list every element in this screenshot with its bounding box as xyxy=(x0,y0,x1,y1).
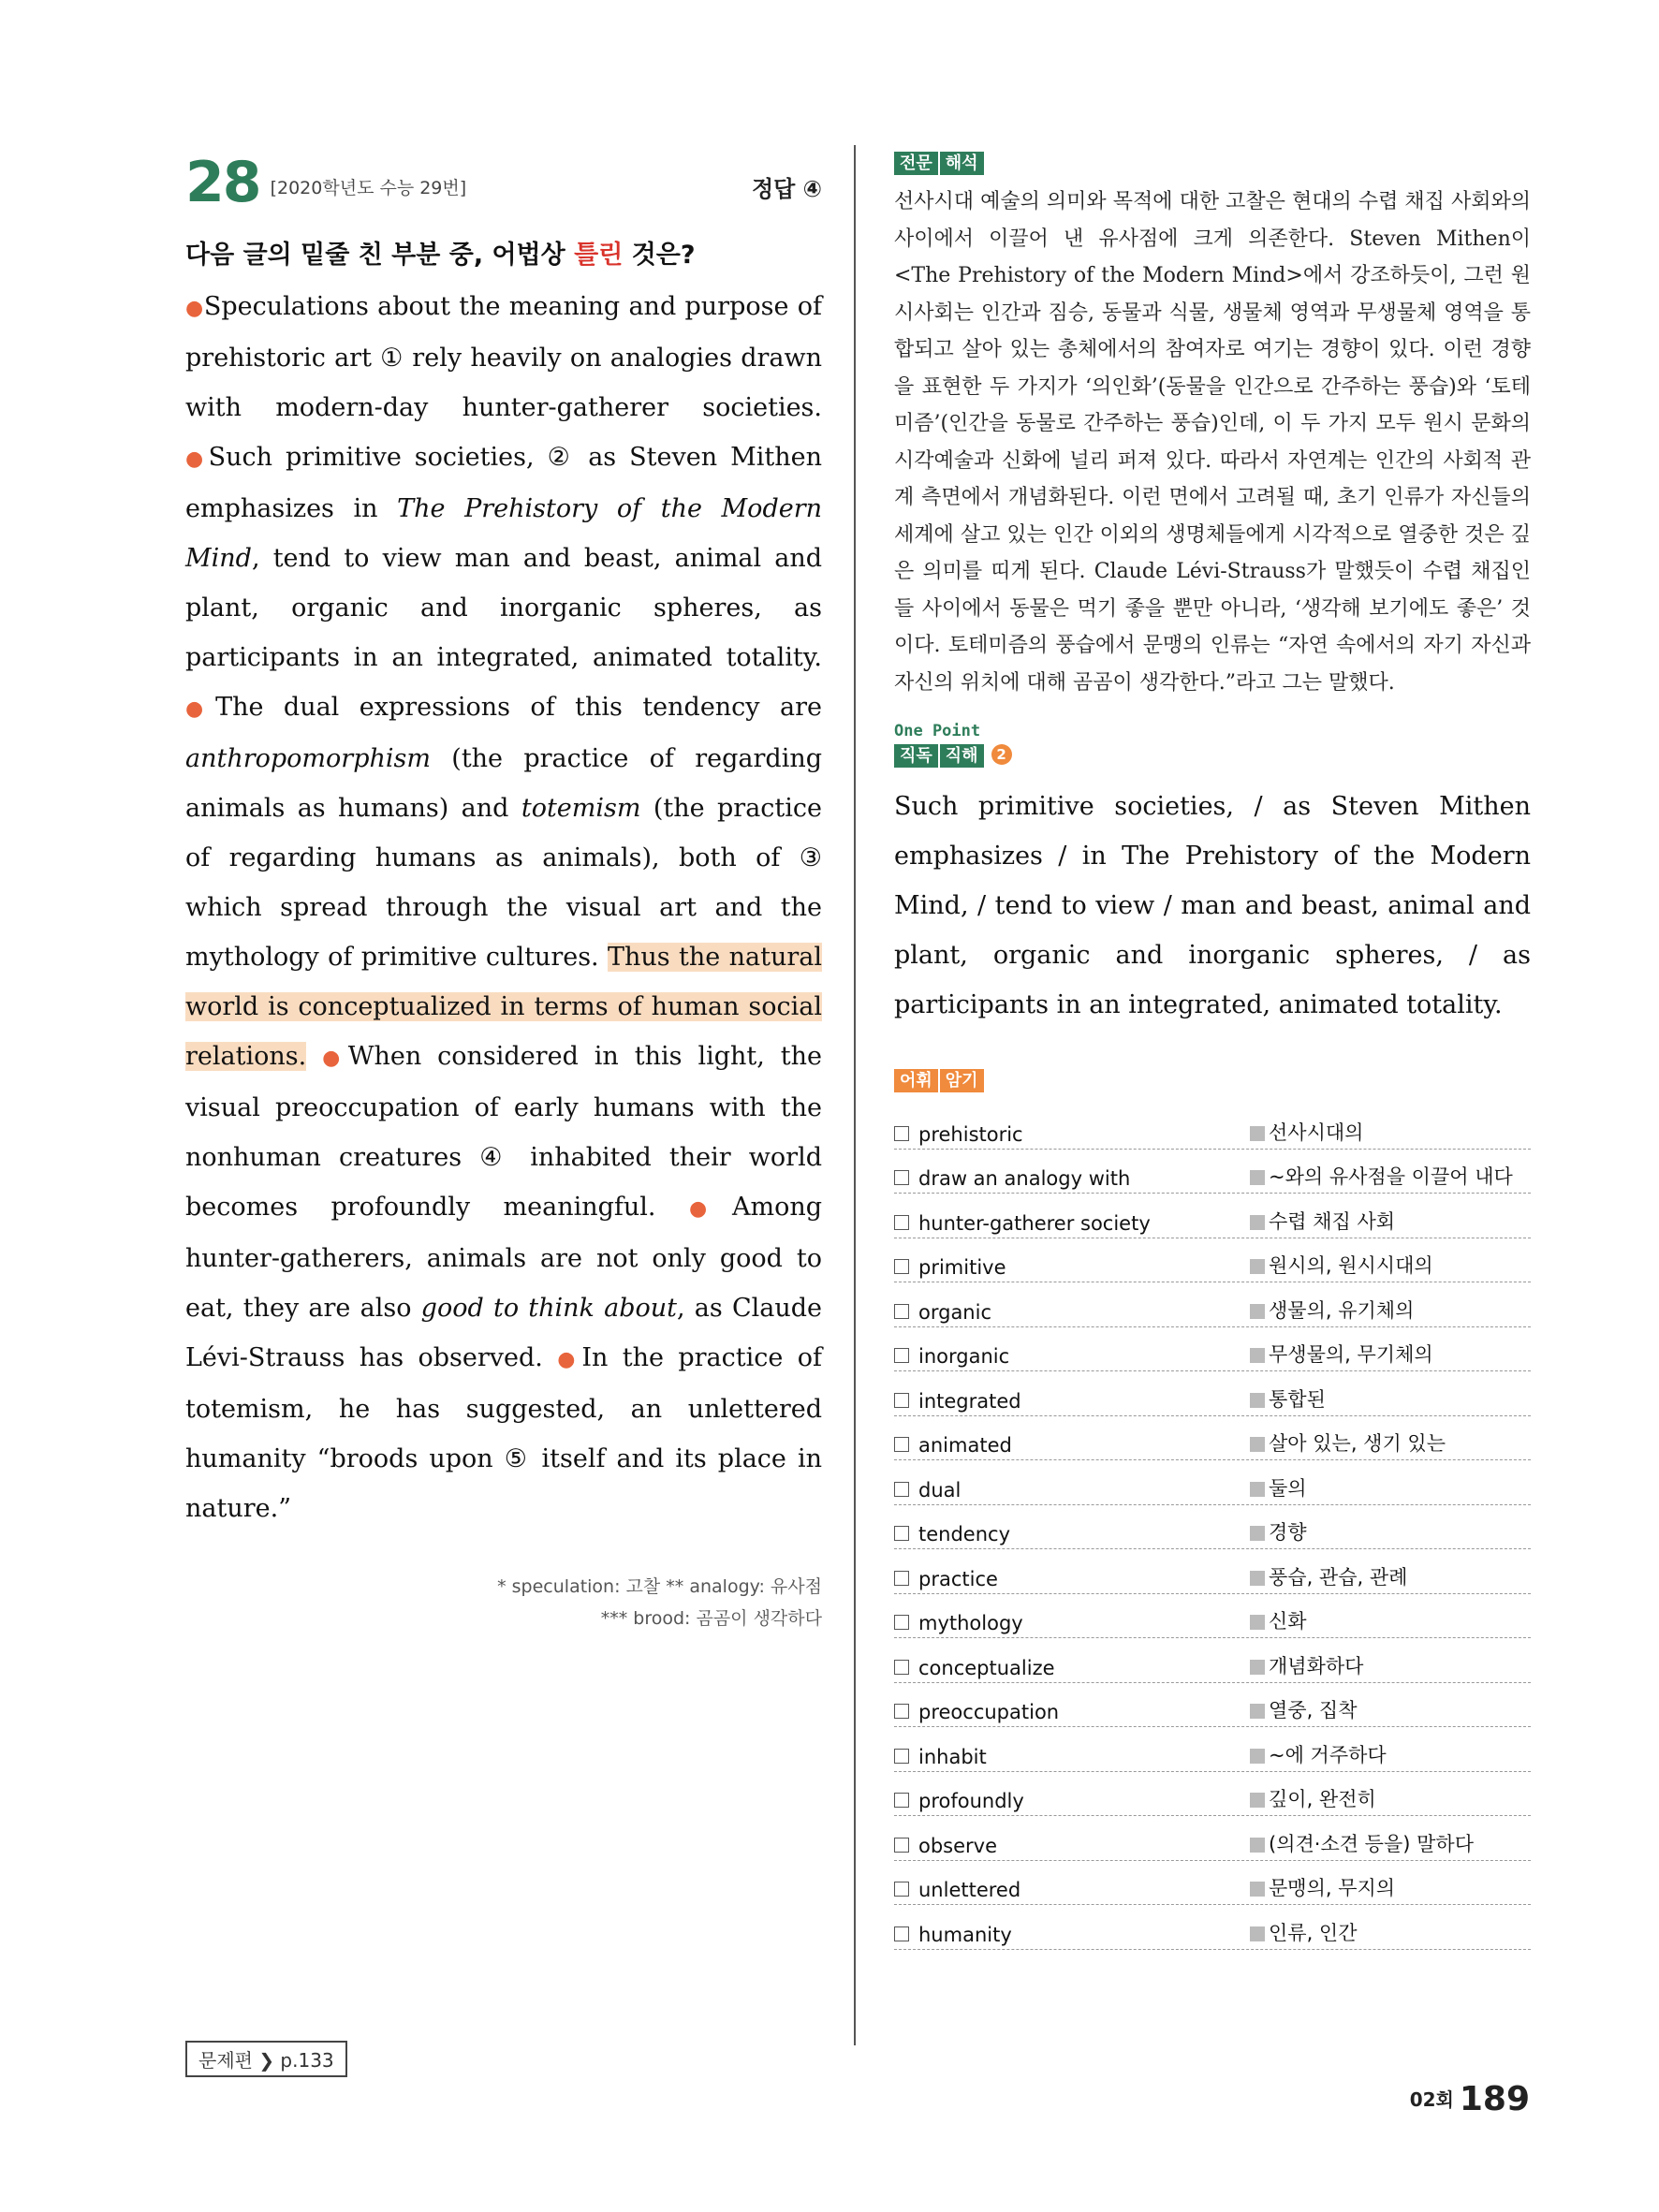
vocab-row xyxy=(894,1371,1531,1416)
vocab-row xyxy=(894,1594,1531,1639)
checkbox-icon[interactable] xyxy=(894,1393,909,1408)
vocab-meaning: ~에 거주하다 xyxy=(1269,1743,1387,1766)
part-of-speech-icon xyxy=(1250,1482,1265,1497)
part-of-speech-icon xyxy=(1250,1749,1265,1764)
vocab-tag: 어휘 암기 xyxy=(894,1067,984,1091)
vocab-meaning-wrap xyxy=(1250,1207,1395,1235)
vocab-word: preoccupation xyxy=(918,1701,1060,1723)
question-source: [2020학년도 수능 29번] xyxy=(270,178,467,198)
vocab-row xyxy=(894,1861,1531,1906)
part-of-speech-icon xyxy=(1250,1882,1265,1897)
vocab-meaning: 개념화하다 xyxy=(1269,1654,1364,1677)
book-title: The Prehistory of the Modern Mind xyxy=(185,494,822,573)
vocab-meaning: (의견·소견 등을) 말하다 xyxy=(1269,1832,1474,1855)
checkbox-icon[interactable] xyxy=(894,1882,909,1897)
vocab-meaning-wrap xyxy=(1250,1651,1363,1679)
checkbox-icon[interactable] xyxy=(894,1660,909,1675)
checkbox-icon[interactable] xyxy=(894,1926,909,1941)
vocab-meaning: 원시의, 원시시대의 xyxy=(1269,1254,1433,1277)
question-number: 28 xyxy=(185,150,260,215)
sentence-6: Among hunter-gatherers, animals are not only good to eat, they are also xyxy=(185,1193,822,1323)
vocab-meaning-wrap xyxy=(1250,1918,1358,1946)
translation-tag: 전문 해석 xyxy=(894,150,984,174)
vocab-word: tendency xyxy=(918,1523,1010,1545)
part-of-speech-icon xyxy=(1250,1838,1265,1853)
vocab-meaning-wrap xyxy=(1250,1784,1376,1812)
part-of-speech-icon xyxy=(1250,1571,1265,1586)
column-divider xyxy=(854,145,856,2045)
checkbox-icon[interactable] xyxy=(894,1348,909,1363)
vocab-word: humanity xyxy=(918,1923,1012,1946)
part-of-speech-icon xyxy=(1250,1660,1265,1675)
vocab-meaning: 인류, 인간 xyxy=(1269,1921,1358,1944)
vocab-meaning-wrap xyxy=(1250,1740,1387,1768)
sentence-5: When considered in this light, the visual preoccupation of early humans with the nonhuman creatures ④ inhabited their world becomes profoundly meaningful. xyxy=(185,1042,822,1222)
vocab-word: animated xyxy=(918,1434,1012,1457)
vocab-row xyxy=(894,1282,1531,1327)
vocab-row xyxy=(894,1505,1531,1550)
choice-number-badge: 2 xyxy=(991,744,1012,765)
vocab-word: profoundly xyxy=(918,1790,1024,1812)
checkbox-icon[interactable] xyxy=(894,1170,909,1185)
question-column xyxy=(185,150,822,1634)
direct-reading-tag: 직독 직해 xyxy=(894,742,984,767)
vocab-meaning-wrap xyxy=(1250,1517,1307,1545)
vocab-word: unlettered xyxy=(918,1879,1021,1901)
answer-label: 정답 ④ xyxy=(751,176,822,202)
translation-text: 선사시대 예술의 의미와 목적에 대한 고찰은 현대의 수렵 채집 사회와의 사이에서 이끌어 낸 유사점에 크게 의존한다. Steven Mithen이 <The Prehistory of the Modern Mind>에서 강조하듯이, 그런 원시사회는 인간과 짐승, 동물과 식물, 생물체 영역과 무생물체 영역을 통합되고 살아 있는 총체에서의 참여자로 여기는 경향이 있다. 이런 경향을 표현한 두 가지가 ‘의인화’(동물을 인간으로 간주하는 풍습)와 ‘토테미즘’(인간을 동물로 간주하는 풍습)인데, 이 두 가지 모두 원시 문화의 시각예술과 신화에 널리 퍼져 있다. 따라서 자연계는 인간의 사회적 관계 측면에서 개념화된다. 이런 면에서 고려될 때, 초기 인류가 자신들의 세계에 살고 있는 인간 이외의 생명체들에게 시각적으로 열중한 것은 깊은 의미를 띠게 된다. Claude Lévi-Strauss가 말했듯이 수렵 채집인들 사이에서 동물은 먹기 좋을 뿐만 아니라, ‘생각해 보기에도 좋은’ 것이다. 토테미즘의 풍습에서 문맹의 인류는 “자연 속에서의 자기 자신과 자신의 위치에 대해 곰곰이 생각한다.”라고 그는 말했다. xyxy=(894,190,1531,695)
vocab-meaning: 풍습, 관습, 관례 xyxy=(1269,1565,1408,1589)
vocab-meaning-wrap xyxy=(1250,1384,1326,1413)
vocab-word: inorganic xyxy=(918,1345,1010,1368)
part-of-speech-icon xyxy=(1250,1393,1265,1408)
vocab-meaning: ~와의 유사점을 이끌어 내다 xyxy=(1269,1165,1513,1188)
vocab-meaning: 둘의 xyxy=(1269,1476,1307,1500)
vocab-word: prehistoric xyxy=(918,1122,1023,1146)
vocab-meaning: 깊이, 완전히 xyxy=(1269,1788,1376,1810)
direct-reading-header xyxy=(894,742,1531,767)
part-of-speech-icon xyxy=(1250,1126,1265,1141)
part-of-speech-icon xyxy=(1250,1348,1265,1363)
checkbox-icon[interactable] xyxy=(894,1749,909,1764)
page-number: 02회 189 xyxy=(1409,2080,1530,2118)
explanation-column xyxy=(894,150,1531,1950)
vocab-meaning: 신화 xyxy=(1269,1610,1307,1633)
vocab-meaning: 생물의, 유기체의 xyxy=(1269,1298,1415,1322)
vocab-word: observe xyxy=(918,1834,998,1857)
part-of-speech-icon xyxy=(1250,1704,1265,1719)
vocab-meaning-wrap xyxy=(1250,1829,1474,1857)
part-of-speech-icon xyxy=(1250,1615,1265,1630)
vocab-meaning: 무생물의, 무기체의 xyxy=(1269,1343,1433,1366)
footnotes: * speculation: 고찰 ** analogy: 유사점 *** brood: 곰곰이 생각하다 xyxy=(497,1576,822,1629)
vocab-meaning: 수렵 채집 사회 xyxy=(1269,1209,1396,1233)
checkbox-icon[interactable] xyxy=(894,1482,909,1497)
checkbox-icon[interactable] xyxy=(894,1304,909,1319)
vocab-row xyxy=(894,1683,1531,1728)
vocab-word: draw an analogy with xyxy=(918,1167,1131,1190)
checkbox-icon[interactable] xyxy=(894,1215,909,1230)
vocab-meaning: 문맹의, 무지의 xyxy=(1269,1877,1396,1899)
checkbox-icon[interactable] xyxy=(894,1615,909,1630)
vocab-row xyxy=(894,1327,1531,1372)
vocab-row xyxy=(894,1905,1531,1950)
vocab-row xyxy=(894,1816,1531,1861)
vocab-word: conceptualize xyxy=(918,1656,1055,1679)
sentence-7: In the practice of totemism, he has suggested, an unlettered humanity “broods upon ⑤ itself and its place in nature.” xyxy=(185,1343,823,1523)
checkbox-icon[interactable] xyxy=(894,1126,909,1141)
key-sentence: Thus the natural world is conceptualized in terms of human social relations. xyxy=(185,943,822,1071)
vocab-meaning-wrap xyxy=(1250,1562,1407,1590)
checkbox-icon[interactable] xyxy=(894,1259,909,1274)
vocab-row xyxy=(894,1416,1531,1461)
vocab-meaning: 경향 xyxy=(1269,1521,1307,1544)
vocab-word: inhabit xyxy=(918,1745,987,1768)
vocab-meaning-wrap xyxy=(1250,1162,1513,1190)
checkbox-icon[interactable] xyxy=(894,1704,909,1719)
vocab-word: mythology xyxy=(918,1612,1023,1634)
part-of-speech-icon xyxy=(1250,1926,1265,1941)
sentence-1: Speculations about the meaning and purpose of prehistoric art ① rely heavily on analogies drawn with modern-day hunter-gatherer societies. xyxy=(185,292,822,422)
part-of-speech-icon xyxy=(1250,1437,1265,1452)
passage: ●Speculations about the meaning and purpose of prehistoric art ① rely heavily on analogies drawn with modern-day hunter-gatherer societies. ●Such primitive societies, ② as Steven Mithen emphasizes in The Prehistory of the Modern Mind, tend to view man and beast, animal and plant, organic and inorganic spheres, as participants in an integrated, animated totality. ●The dual expressions of this tendency are anthropomorphism (the practice of regarding animals as humans) and totemism (the practice of regarding humans as animals), both of ③ which spread through the visual art and the mythology of primitive cultures. Thus the natural world is conceptualized in terms of human social relations. ●When considered in this light, the visual preoccupation of early humans with the nonhuman creatures ④ inhabited their world becomes profoundly meaningful. ●Among hunter-gatherers, animals are not only good to eat, they are also good to think about, as Claude Lévi-Strauss has observed. ●In the practice of totemism, he has suggested, an unlettered humanity “broods upon ⑤ itself and its place in nature.” xyxy=(185,292,823,1523)
vocab-meaning: 통합된 xyxy=(1269,1387,1326,1411)
vocab-meaning-wrap xyxy=(1250,1695,1358,1723)
vocab-meaning: 선사시대의 xyxy=(1269,1121,1364,1144)
vocab-row xyxy=(894,1638,1531,1683)
vocab-meaning-wrap xyxy=(1250,1251,1433,1279)
vocab-row xyxy=(894,1460,1531,1505)
vocab-meaning: 열중, 집착 xyxy=(1269,1699,1358,1721)
vocab-meaning-wrap xyxy=(1250,1428,1446,1457)
sentence-3: The dual expressions of this tendency are xyxy=(215,693,822,722)
vocab-word: practice xyxy=(918,1567,998,1590)
round-label: 02회 xyxy=(1409,2088,1454,2111)
sentence-2: Such primitive societies, ② as Steven Mithen emphasizes in xyxy=(185,443,822,523)
checkbox-icon[interactable] xyxy=(894,1793,909,1808)
problem-page-reference: 문제편 ❯ p.133 xyxy=(185,2041,347,2077)
vocab-word: dual xyxy=(918,1478,962,1502)
vocab-meaning-wrap xyxy=(1250,1606,1307,1634)
vocab-meaning-wrap xyxy=(1250,1296,1414,1324)
part-of-speech-icon xyxy=(1250,1793,1265,1808)
vocab-word: primitive xyxy=(918,1256,1006,1279)
vocab-row xyxy=(894,1150,1531,1194)
question-prompt: 다음 글의 밑줄 친 부분 중, 어법상 틀린 것은? xyxy=(185,241,696,270)
vocab-word: hunter-gatherer society xyxy=(918,1211,1151,1235)
vocab-row xyxy=(894,1727,1531,1772)
vocab-meaning-wrap xyxy=(1250,1118,1363,1146)
vocab-word: organic xyxy=(918,1300,992,1324)
vocab-row xyxy=(894,1194,1531,1238)
part-of-speech-icon xyxy=(1250,1215,1265,1230)
vocab-row xyxy=(894,1549,1531,1594)
vocab-meaning-wrap xyxy=(1250,1473,1307,1502)
part-of-speech-icon xyxy=(1250,1304,1265,1319)
vocab-meaning-wrap xyxy=(1250,1340,1433,1368)
checkbox-icon[interactable] xyxy=(894,1437,909,1452)
vocab-row xyxy=(894,1105,1531,1150)
vocab-row xyxy=(894,1238,1531,1283)
part-of-speech-icon xyxy=(1250,1259,1265,1274)
checkbox-icon[interactable] xyxy=(894,1838,909,1853)
vocab-list xyxy=(894,1105,1531,1950)
vocab-row xyxy=(894,1772,1531,1817)
prompt-emphasis: 틀린 xyxy=(574,241,624,270)
part-of-speech-icon xyxy=(1250,1170,1265,1185)
part-of-speech-icon xyxy=(1250,1526,1265,1541)
vocab-meaning-wrap xyxy=(1250,1873,1395,1901)
checkbox-icon[interactable] xyxy=(894,1571,909,1586)
one-point-label: One Point xyxy=(894,722,981,740)
direct-reading-text: Such primitive societies, / as Steven Mithen emphasizes / in The Prehistory of the Modern Mind, / tend to view / man and beast, animal and plant, organic and inorganic spheres, / as participants in an integrated, animated totality. xyxy=(894,792,1531,1019)
checkbox-icon[interactable] xyxy=(894,1526,909,1541)
vocab-meaning: 살아 있는, 생기 있는 xyxy=(1269,1432,1446,1455)
vocab-word: integrated xyxy=(918,1389,1021,1413)
